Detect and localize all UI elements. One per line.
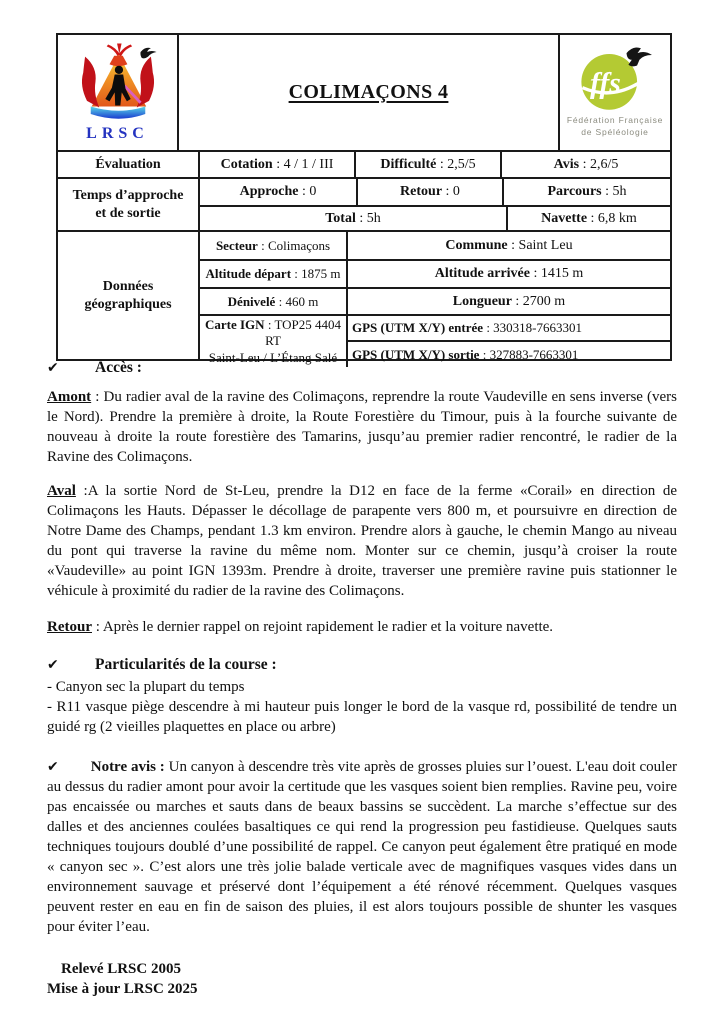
amont-paragraph <box>47 387 677 467</box>
amont-text: : Du radier aval de la ravine des Colimaçons, reprendre la route Vaudeville en sens inverse (vers le Nord). Prendre la première à droite, la Route Forestière du Timour, puis à la fourche suivante de nouveau à droite la route forestière des Tamarins, jusqu’au premier radier rencontré, le radier de la Ravine des Colimaçons. <box>47 389 677 465</box>
commune-cell <box>346 232 670 259</box>
carte-ign-value: : TOP25 4404 RT <box>264 317 342 349</box>
check-icon: ✔ <box>47 657 59 673</box>
longueur-value: : 2700 m <box>511 293 566 309</box>
navette-label: Navette <box>541 210 588 226</box>
longueur-cell <box>346 289 670 314</box>
difficulte-value: : 2,5/5 <box>436 156 476 172</box>
approche-label: Approche <box>239 184 299 199</box>
avis-cell <box>500 152 670 177</box>
retour-lead: Retour <box>47 619 92 635</box>
commune-value: : Saint Leu <box>507 237 573 253</box>
evaluation-label-cell <box>58 152 198 177</box>
temps-label-cell <box>58 179 198 230</box>
page-title: COLIMAÇONS 4 <box>288 81 449 103</box>
gps-sortie-value: : 327883-7663301 <box>479 346 579 362</box>
avis-lead: Notre avis : <box>90 759 165 775</box>
particularites-heading-row <box>47 655 677 675</box>
parcours-label: Parcours <box>547 184 602 199</box>
altitude-depart-cell <box>200 261 346 287</box>
lrsc-logo-icon <box>71 42 165 124</box>
approche-cell <box>200 179 356 205</box>
retour-value: : 0 <box>442 184 460 199</box>
carte-ign-value-line2: Saint-Leu / L’Étang Salé <box>208 349 338 365</box>
gps-entree-cell <box>348 316 670 340</box>
particularites-item: - R11 vasque piège descendre à mi hauteur puis longer le bord de la vasque rd, possibilité de tendre un guidé rg (2 vieilles plaquettes en place ou arbre) <box>47 699 677 735</box>
approche-value: : 0 <box>298 184 317 199</box>
altitude-arrivee-label: Altitude arrivée <box>434 266 530 281</box>
total-cell <box>200 207 506 230</box>
title-cell <box>177 35 558 150</box>
amont-lead: Amont <box>47 389 92 405</box>
altitude-arrivee-cell <box>346 261 670 287</box>
ffs-caption-line2: de Spéléologie <box>581 126 649 137</box>
secteur-label: Secteur <box>215 237 258 253</box>
cotation-value: : 4 / 1 / III <box>272 156 334 172</box>
denivele-value: : 460 m <box>275 293 319 309</box>
total-label: Total <box>325 210 356 226</box>
evaluation-label: Évaluation <box>95 156 161 172</box>
retour-paragraph <box>47 617 677 637</box>
aval-text: :A la sortie Nord de St-Leu, prendre la D12 en face de la ferme «Corail» en direction de Colimaçons les Hauts. Dépasser le décollage de parapente vers 800 m, et poursuivre en direction de Notre Dame des Champs, pendant 1.3 km environ. Prendre alors à gauche, le chemin Mango au niveau du pont qui traverse la ravine du même nom. Monter sur ce chemin, jusqu’à croiser la route «Vaudeville» au point IGN 1393m. Prendre à droite, traverser une première ravine puis stationner le véhicule à proximité du radier de la ravine des Colimaçons. <box>47 483 677 599</box>
aval-paragraph <box>47 481 677 601</box>
difficulte-label: Difficulté <box>380 156 437 172</box>
lrsc-label: LRSC <box>86 125 149 142</box>
geo-label-line2: géographiques <box>84 296 172 312</box>
acces-heading: Accès : <box>95 359 142 376</box>
difficulte-cell <box>354 152 500 177</box>
gps-entree-value: : 330318-7663301 <box>483 320 583 336</box>
check-icon: ✔ <box>47 360 59 376</box>
avis-paragraph <box>47 757 677 937</box>
cotation-cell <box>198 152 354 177</box>
longueur-label: Longueur <box>452 293 512 309</box>
temps-label-line2: et de sortie <box>95 205 161 221</box>
ffs-logo-cell <box>558 35 670 150</box>
avis-value: : 2,6/5 <box>579 156 619 172</box>
carte-ign-label: Carte IGN <box>204 317 265 332</box>
geo-section <box>58 230 670 365</box>
footer-line1: Relevé LRSC 2005 <box>61 961 181 977</box>
svg-text:ffs: ffs <box>590 66 621 100</box>
secteur-value: : Colimaçons <box>257 237 331 253</box>
ffs-caption-line1: Fédération Française <box>566 115 664 126</box>
gps-sortie-label: GPS (UTM X/Y) sortie <box>352 346 480 362</box>
temps-label-line1: Temps d’approche <box>72 188 184 203</box>
footer-line2: Mise à jour LRSC 2025 <box>47 981 198 997</box>
body-text <box>47 358 677 999</box>
navette-value: : 6,8 km <box>587 210 637 226</box>
particularites-item: - Canyon sec la plupart du temps <box>47 679 245 695</box>
cotation-label: Cotation <box>220 156 273 172</box>
total-value: : 5h <box>355 210 381 226</box>
evaluation-row <box>58 150 670 177</box>
retour-cell <box>356 179 502 205</box>
geo-label-cell <box>58 232 198 359</box>
retour-text: : Après le dernier rappel on rejoint rapidement le radier et la voiture navette. <box>92 619 554 635</box>
gps-entree-label: GPS (UTM X/Y) entrée <box>352 320 484 336</box>
temps-section <box>58 177 670 230</box>
altitude-depart-value: : 1875 m <box>291 266 341 281</box>
table-header-row <box>58 35 670 150</box>
acces-heading-row <box>47 358 677 378</box>
denivele-cell <box>200 289 346 314</box>
particularites-heading: Particularités de la course : <box>95 656 277 673</box>
ffs-caption <box>567 115 663 138</box>
altitude-depart-label: Altitude départ <box>205 266 292 281</box>
secteur-cell <box>200 232 346 259</box>
retour-label: Retour <box>400 184 443 199</box>
aval-lead: Aval <box>47 483 76 499</box>
ffs-logo-icon <box>567 47 663 111</box>
footer <box>47 959 677 999</box>
avis-text: Un canyon à descendre très vite après de grosses pluies sur l’ouest. L'eau doit couler au dessus du radier amont pour avoir la certitude que les vasques soient bien remplies. Ravine peu, voire pas encaissée ou marches et sauts dans de beaux bassins se succèdent. La marche s’effectue sur des dalles et des anciennes coulées basaltiques ce qui rend la progression peu fastidieuse. Quelques sauts techniques toujours doublé d’une possibilité de rappel. Ce canyon peut également être pratiqué en mode « canyon sec ». C’est alors une très jolie balade verticale avec de magnifiques vasques vides dans un environnement sauvage et préservé dont l’équipement a été rénové récemment. Quelques vasques peuvent rester en eau en fin de saison des pluies, il est alors toujours possible de shunter les vasques pour éviter l’eau. <box>47 759 678 935</box>
parcours-value: : 5h <box>601 184 627 199</box>
commune-label: Commune <box>445 237 508 253</box>
navette-cell <box>506 207 670 230</box>
lrsc-logo-cell <box>58 35 177 150</box>
info-table <box>56 33 672 365</box>
check-icon: ✔ <box>47 759 59 775</box>
altitude-arrivee-value: : 1415 m <box>529 266 584 281</box>
denivele-label: Dénivelé <box>227 293 276 309</box>
geo-label-line1: Données <box>102 279 154 294</box>
parcours-cell <box>502 179 670 205</box>
avis-label: Avis <box>553 156 580 172</box>
